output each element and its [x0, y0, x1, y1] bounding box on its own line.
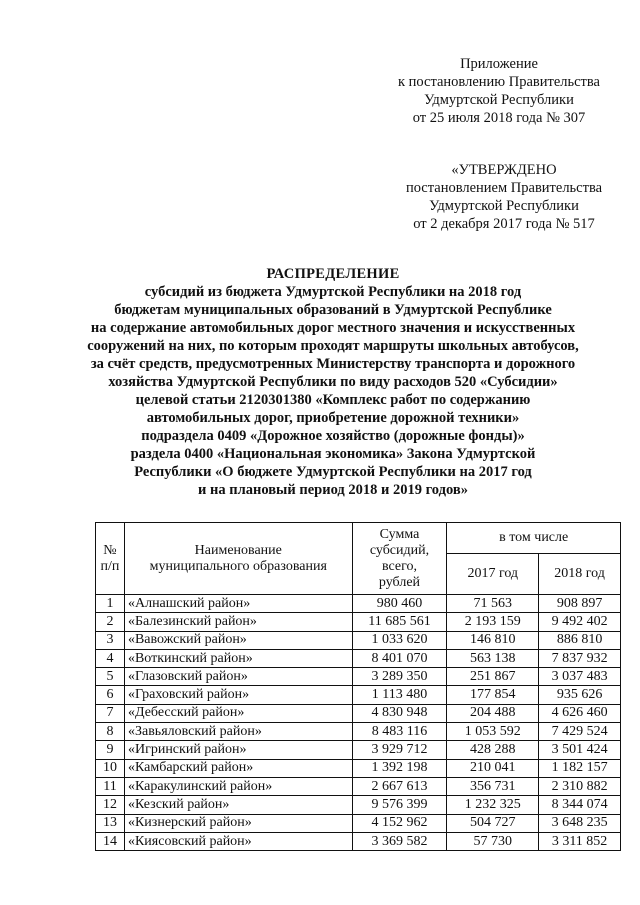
table-row: [96, 832, 621, 850]
header-municipality-line-2: муниципального образования: [149, 558, 327, 574]
amount-2017-cell: 204 488: [447, 704, 539, 722]
total-amount-cell: 3 929 712: [352, 741, 447, 759]
approved-line-3: Удмуртской Республики: [429, 198, 579, 214]
table-row: [96, 649, 621, 667]
row-number-cell: 10: [96, 759, 125, 777]
appendix-line-3: Удмуртской Республики: [424, 92, 574, 108]
amount-2017-cell: 563 138: [447, 649, 539, 667]
approved-line-2: постановлением Правительства: [405, 180, 603, 196]
table-row: [96, 613, 621, 631]
total-amount-cell: 3 289 350: [352, 668, 447, 686]
total-amount-cell: 980 460: [352, 595, 447, 613]
row-number-cell: 9: [96, 741, 125, 759]
table-header: [96, 523, 621, 595]
municipality-name-cell: «Каракулинский район»: [124, 777, 352, 795]
amount-2017-cell: 57 730: [447, 832, 539, 850]
amount-2018-cell: 2 310 882: [539, 777, 621, 795]
table-row: [96, 723, 621, 741]
total-amount-cell: 4 152 962: [352, 814, 447, 832]
header-total: [352, 523, 447, 595]
approved-line-4: от 2 декабря 2017 года № 517: [413, 216, 595, 232]
amount-2018-cell: 886 810: [539, 631, 621, 649]
title-line: бюджетам муниципальных образований в Удмуртской Республике: [114, 302, 552, 318]
title-line: подраздела 0409 «Дорожное хозяйство (дорожные фонды)»: [141, 428, 525, 444]
row-number-cell: 2: [96, 613, 125, 631]
amount-2017-cell: 2 193 159: [447, 613, 539, 631]
table-row: [96, 759, 621, 777]
table-row: [96, 668, 621, 686]
table-row: [96, 631, 621, 649]
municipality-name-cell: «Киясовский район»: [124, 832, 352, 850]
row-number-cell: 4: [96, 649, 125, 667]
title-line: и на плановый период 2018 и 2019 годов»: [198, 482, 468, 498]
header-number-line-1: №: [103, 542, 117, 558]
total-amount-cell: 11 685 561: [352, 613, 447, 631]
municipality-name-cell: «Алнашский район»: [124, 595, 352, 613]
header-total-line-1: Сумма: [379, 526, 420, 542]
distribution-table: [95, 522, 621, 851]
amount-2017-cell: 177 854: [447, 686, 539, 704]
row-number-cell: 1: [96, 595, 125, 613]
header-year-2017: 2017 год: [447, 554, 539, 595]
row-number-cell: 13: [96, 814, 125, 832]
table-row: [96, 686, 621, 704]
table-row: [96, 704, 621, 722]
municipality-name-cell: «Воткинский район»: [124, 649, 352, 667]
total-amount-cell: 9 576 399: [352, 796, 447, 814]
amount-2017-cell: 504 727: [447, 814, 539, 832]
amount-2018-cell: 7 429 524: [539, 723, 621, 741]
row-number-cell: 11: [96, 777, 125, 795]
amount-2018-cell: 3 311 852: [539, 832, 621, 850]
amount-2018-cell: 8 344 074: [539, 796, 621, 814]
header-number: [96, 523, 125, 595]
municipality-name-cell: «Кезский район»: [124, 796, 352, 814]
amount-2018-cell: 1 182 157: [539, 759, 621, 777]
total-amount-cell: 3 369 582: [352, 832, 447, 850]
appendix-line-4: от 25 июля 2018 года № 307: [412, 110, 586, 126]
total-amount-cell: 1 113 480: [352, 686, 447, 704]
municipality-name-cell: «Завьяловский район»: [124, 723, 352, 741]
amount-2017-cell: 71 563: [447, 595, 539, 613]
municipality-name-cell: «Глазовский район»: [124, 668, 352, 686]
title-line: сооружений на них, по которым проходят маршруты школьных автобусов,: [87, 338, 579, 354]
amount-2017-cell: 146 810: [447, 631, 539, 649]
appendix-header: [380, 55, 618, 127]
approval-stamp-text: [385, 161, 623, 233]
header-municipality-line-1: Наименование: [194, 542, 282, 558]
header-total-line-2: субсидий,: [369, 542, 430, 558]
total-amount-cell: 4 830 948: [352, 704, 447, 722]
title-line: хозяйства Удмуртской Республики по виду расходов 520 «Субсидии»: [108, 374, 558, 390]
row-number-cell: 3: [96, 631, 125, 649]
header-total-line-4: рублей: [378, 574, 421, 590]
municipality-name-cell: «Камбарский район»: [124, 759, 352, 777]
municipality-name-cell: «Дебесский район»: [124, 704, 352, 722]
title-line: раздела 0400 «Национальная экономика» Закона Удмуртской: [130, 446, 536, 462]
amount-2018-cell: 908 897: [539, 595, 621, 613]
table-row: [96, 814, 621, 832]
amount-2018-cell: 9 492 402: [539, 613, 621, 631]
amount-2017-cell: 1 232 325: [447, 796, 539, 814]
amount-2017-cell: 251 867: [447, 668, 539, 686]
row-number-cell: 7: [96, 704, 125, 722]
document-title: [60, 265, 606, 499]
municipality-name-cell: «Игринский район»: [124, 741, 352, 759]
title-line: субсидий из бюджета Удмуртской Республики на 2018 год: [144, 284, 522, 300]
title-heading: РАСПРЕДЕЛЕНИЕ: [266, 266, 400, 282]
table-row: [96, 741, 621, 759]
header-number-line-2: п/п: [100, 558, 120, 574]
title-line: Республики «О бюджете Удмуртской Республики на 2017 год: [134, 464, 532, 480]
total-amount-cell: 2 667 613: [352, 777, 447, 795]
amount-2018-cell: 935 626: [539, 686, 621, 704]
table-row: [96, 595, 621, 613]
header-including: в том числе: [447, 523, 621, 554]
amount-2018-cell: 4 626 460: [539, 704, 621, 722]
header-municipality: [124, 523, 352, 595]
title-line: за счёт средств, предусмотренных Министерству транспорта и дорожного: [90, 356, 576, 372]
total-amount-cell: 8 401 070: [352, 649, 447, 667]
header-total-line-3: всего,: [381, 558, 417, 574]
amount-2018-cell: 3 501 424: [539, 741, 621, 759]
appendix-line-2: к постановлению Правительства: [398, 74, 600, 90]
municipality-name-cell: «Балезинский район»: [124, 613, 352, 631]
amount-2017-cell: 356 731: [447, 777, 539, 795]
row-number-cell: 6: [96, 686, 125, 704]
total-amount-cell: 1 392 198: [352, 759, 447, 777]
amount-2018-cell: 3 648 235: [539, 814, 621, 832]
row-number-cell: 5: [96, 668, 125, 686]
amount-2017-cell: 210 041: [447, 759, 539, 777]
total-amount-cell: 1 033 620: [352, 631, 447, 649]
appendix-line-1: Приложение: [460, 56, 538, 72]
amount-2017-cell: 1 053 592: [447, 723, 539, 741]
table-row: [96, 777, 621, 795]
header-year-2018: 2018 год: [539, 554, 621, 595]
municipality-name-cell: «Вавожский район»: [124, 631, 352, 649]
table-row: [96, 796, 621, 814]
row-number-cell: 14: [96, 832, 125, 850]
title-line: на содержание автомобильных дорог местного значения и искусственных: [90, 320, 576, 336]
total-amount-cell: 8 483 116: [352, 723, 447, 741]
municipality-name-cell: «Кизнерский район»: [124, 814, 352, 832]
amount-2018-cell: 3 037 483: [539, 668, 621, 686]
title-line: целевой статьи 2120301380 «Комплекс работ по содержанию: [135, 392, 531, 408]
amount-2018-cell: 7 837 932: [539, 649, 621, 667]
municipality-name-cell: «Граховский район»: [124, 686, 352, 704]
approved-line-1: «УТВЕРЖДЕНО: [451, 162, 557, 178]
table-body: [96, 595, 621, 851]
title-line: автомобильных дорог, приобретение дорожной техники»: [146, 410, 520, 426]
row-number-cell: 8: [96, 723, 125, 741]
amount-2017-cell: 428 288: [447, 741, 539, 759]
row-number-cell: 12: [96, 796, 125, 814]
